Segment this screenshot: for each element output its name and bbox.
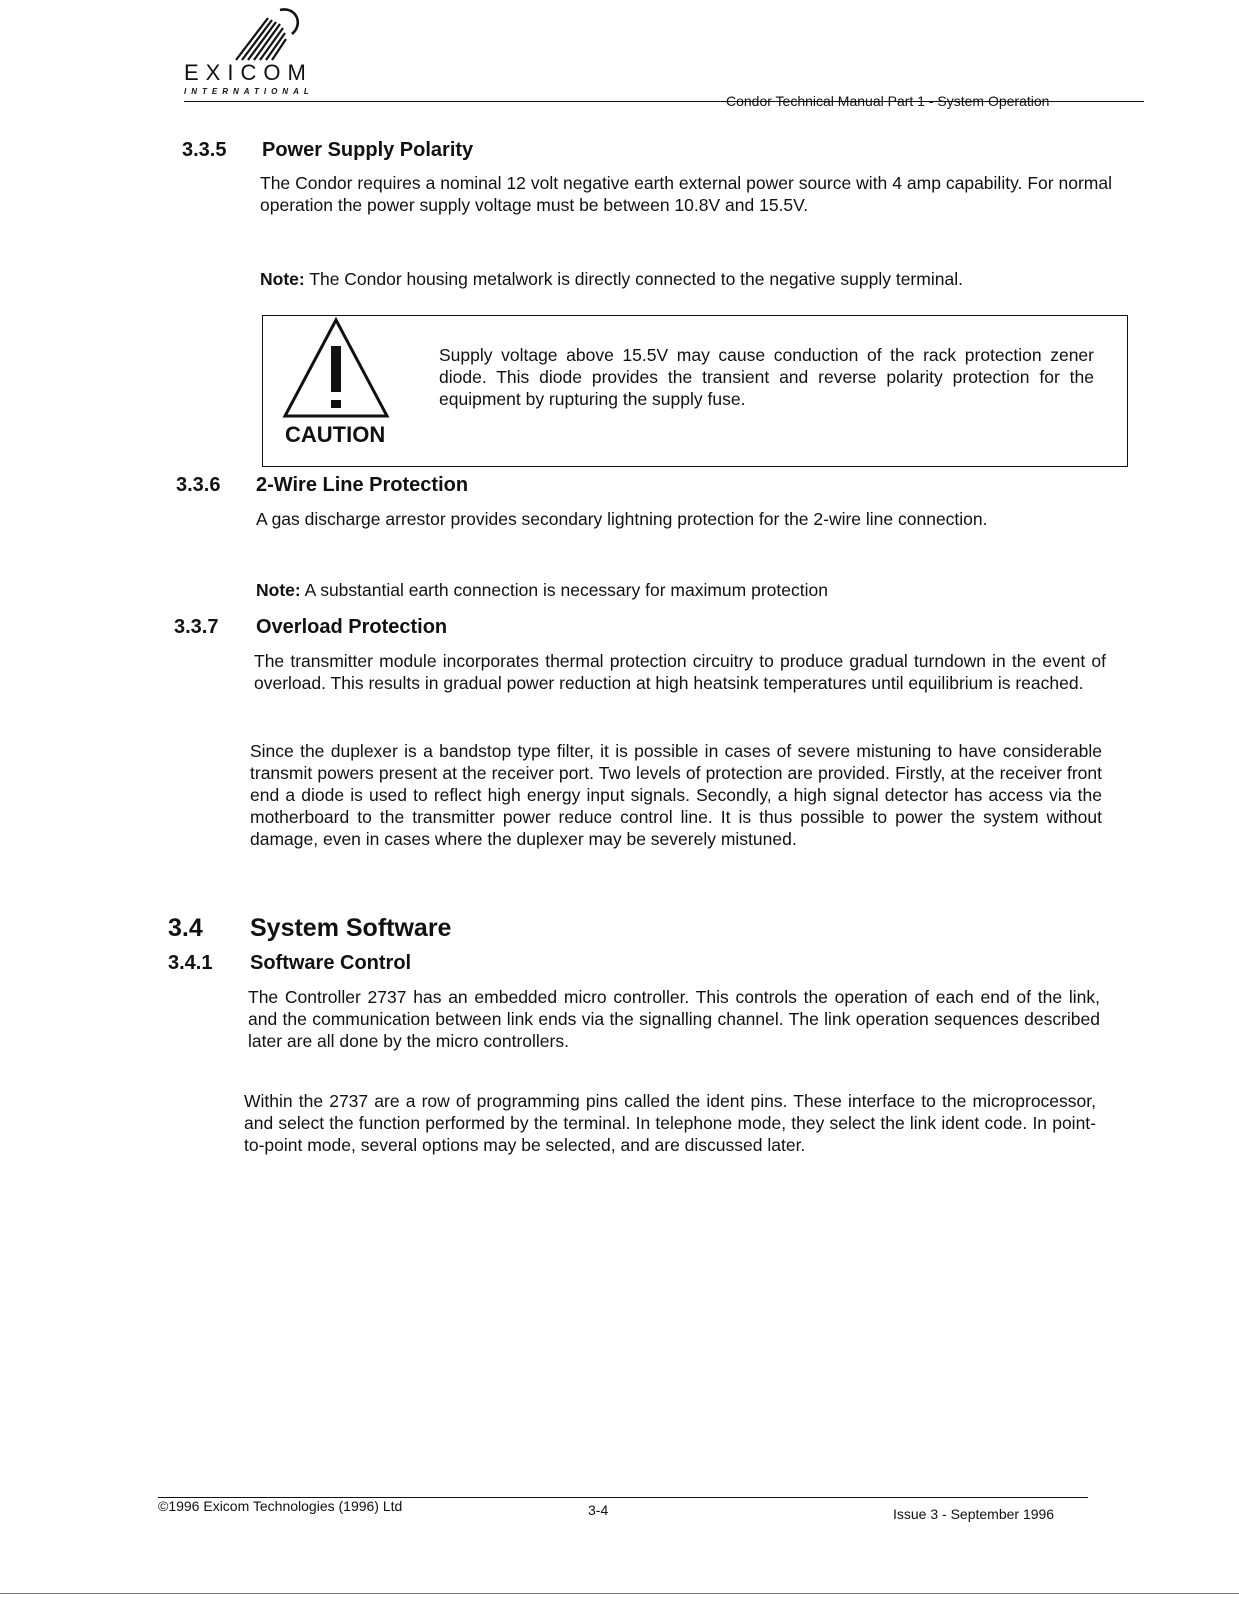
manual-title: Condor Technical Manual Part 1 - System Operation [726,93,1050,109]
note-label: Note: [256,580,301,600]
note-text: A substantial earth connection is necessary for maximum protection [304,580,828,600]
section-number-3-4-1: 3.4.1 [168,952,213,974]
paragraph-text: The Condor requires a nominal 12 volt negative earth external power source with 4 amp capability. For normal operation the power supply voltage must be between 10.8V and 15.5V. [260,173,1112,215]
exicom-logo-icon [226,4,306,62]
footer-issue: Issue 3 - September 1996 [893,1506,1055,1522]
section-number-3-4: 3.4 [168,914,203,942]
section-title-3-4: System Software [250,914,452,942]
logo-wordmark: EXICOM [184,60,313,85]
note-text: The Condor housing metalwork is directly connected to the negative supply terminal. [309,269,963,289]
footer-page-number: 3-4 [588,1502,609,1518]
section-title-3-3-7: Overload Protection [256,616,448,638]
caution-box [262,315,1128,467]
caution-text: Supply voltage above 15.5V may cause conduction of the rack protection zener diode. This diode provides the transient and reverse polarity protection for the equipment by rupturing the supply fuse. [439,345,1094,409]
logo-subtitle: INTERNATIONAL [184,87,314,96]
section-title-3-4-1: Software Control [250,952,412,974]
paragraph-overload-2 [250,740,1102,850]
note-earth [256,579,1136,601]
scan-edge-rule [0,1593,1239,1594]
paragraph-text: The transmitter module incorporates thermal protection circuitry to produce gradual turndown in the event of overload. This results in gradual power reduction at high heatsink temperatures until equilibrium is reached. [254,651,1106,693]
section-title-3-3-5: Power Supply Polarity [262,139,474,161]
paragraph-line-protection [256,508,1108,530]
section-number-3-3-5: 3.3.5 [182,139,227,161]
note-housing [260,268,1140,290]
section-number-3-3-6: 3.3.6 [176,474,221,496]
footer-copyright: ©1996 Exicom Technologies (1996) Ltd [158,1498,403,1514]
paragraph-overload-1 [254,650,1106,694]
paragraph-text: The Controller 2737 has an embedded micro controller. This controls the operation of each end of the link, and the communication between link ends via the signalling channel. The link operation sequences described later are all done by the micro controllers. [248,987,1100,1051]
paragraph-text: Within the 2737 are a row of programming pins called the ident pins. These interface to the microprocessor, and select the function performed by the terminal. In telephone mode, they select the link ident code. In point-to-point mode, several options may be selected, and are discussed later. [244,1091,1096,1155]
section-number-3-3-7: 3.3.7 [174,616,219,638]
paragraph-power-supply [260,172,1112,216]
paragraph-software-1 [248,986,1100,1052]
paragraph-text: A gas discharge arrestor provides secondary lightning protection for the 2-wire line connection. [256,509,988,529]
note-label: Note: [260,269,305,289]
caution-label: CAUTION [285,422,386,447]
section-title-3-3-6: 2-Wire Line Protection [256,474,469,496]
paragraph-text: Since the duplexer is a bandstop type filter, it is possible in cases of severe mistuning to have considerable transmit powers present at the receiver port. Two levels of protection are provided. Firstly, at the receiver front end a diode is used to reflect high energy input signals. Secondly, a high signal detector has access via the motherboard to the transmitter power reduce control line. It is thus possible to power the system without damage, even in cases where the duplexer may be severely mistuned. [250,741,1102,849]
warning-triangle-icon [281,316,391,420]
paragraph-software-2 [244,1090,1096,1156]
